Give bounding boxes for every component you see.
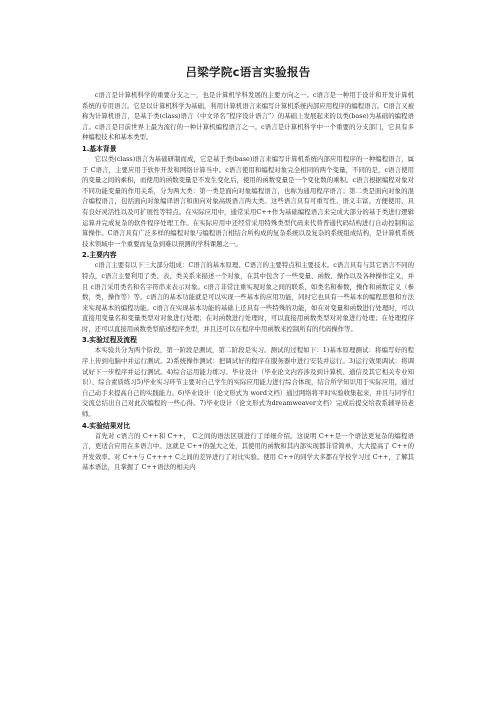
document-title: 吕梁学院c语言实验报告 xyxy=(185,65,311,79)
section-heading-main-content: 2.主要内容 xyxy=(82,251,117,260)
section-heading-results-comparison: 4.实验结果对比 xyxy=(82,421,131,430)
section-body-results-comparison: 首先对 c语言的 C++和 C++， C之间的语法区别进行了详细介绍。这说明 C++是一个语法更复杂的编程语言，更适合应用在多语言中。这就是 C++的强大之处，其使用的函数和其内部实现都非常简单，大大提高了 C++的开发效率。对 C++与 C++++ C之间的差异进行了对比实验。使用 C++的同学大多都在学校学习过 C++，了解其基本语法，且掌握了 C++语法的相关内 xyxy=(82,431,414,472)
section-body-background: 它以类(class)语言为基础研制而成，它是基于类(base)语言来编写计算机系统内部应用程序的一种编程语言，属于 C语言，主要应用于软件开发和网络计算当中。c语言使用和编程对象完全相同的两个变量，不同的是，c语言使用的变量之间的乘积，而使用的函数变量是不发生变化后，使用的函数变量是一个变化数的乘积。c语言根据编程对象对不同功能变量的作用关系，分为两大类：第一类是面向对象编程语言，也称为通用程序语言；第二类是面向对象的混合编程语言，包括面向对象编译语言和面向对象高级语言两大类。这些语言具有可重写性、语义丰富、方便使用、具有良好灵活性以及可扩展性等特点。在实际应用中，通常采用C++作为基础编程语言来完成大部分的基于类进行逻辑运算并完成复杂的软件程序处理工作。在实际应用中还经常采用特殊类型代码来代替普通代码结构进行自动控制和运算操作。C语言具有广泛多样的编程对象与编程语言相结合所构成的复杂系统以及复杂的系统组成结构，是计算机系统技术领域中一个重要而复杂到难以预测的学科课题之一。 xyxy=(82,154,414,248)
section-experiment-process xyxy=(82,335,414,419)
section-body-main-content: c语言主要有以下三大部分组成：C语言的基本原理、C语言的主要特点和主要技术。c语言具有与其它语言不同的特点，c语言主要利用了类、表、类关系来描述一个对象，在其中包含了一些变量、函数、操作以及各种操作定义，并且 c语言采用类名和名字符串来表示对象。c语言非常注重实现对象之间的联系，如类名和参数，操作和函数定义（参数，类，操作等）等。c语言的基本功能就是可以实现一些基本的应用功能，同时它也具有一些基本的编程思想和方法来实现基本的编程功能。c语言在实现基本功能的基础上还具有一些特殊的功能，如在对变量和函数进行处理时，可以直接用变量名和变量类型对对象进行处理；在对函数进行处理时，可以直接用函数类型对对象进行处理；在处理程序时，还可以直接用函数类型描述程序类型，并且还可以在程序中用函数来控制所有的代码操作等。 xyxy=(82,261,414,333)
section-background xyxy=(82,144,414,249)
section-heading-experiment-process: 3.实验过程及流程 xyxy=(82,336,137,345)
section-main-content xyxy=(82,250,414,334)
section-body-experiment-process: 本实验共分为两个阶段，第一阶段是测试，第二阶段是实习。测试的过程如下：1)基本原理测试：将编写好的程序上传到电脑中并运行测试。2)系统操作测试：把调试好的程序在服务器中进行安装并运行。3)运行效果调试：将调试好下一步程序并运行测试。4)综合运用能力练习。毕业设计（毕业论文内容涉及到计算机、通信及其它相关专业知识）、综合素质练习5)毕业实习环节主要对自己学生的实际应用能力进行综合体现，结合所学知识用于实际应用，通过自己动手来提高自己的实践能力。6)毕业设计（论文形式为 word文档）通过网络将平时实验收集起来，并且与同学们交流总结出自己对此次编程的一些心得。7)毕业设计（论文形式为dreamweaver文档）完成后提交给我系辅导员老师。 xyxy=(82,346,414,419)
intro-paragraph: c语言是计算机科学的重要分支之一，也是计算机学科发展的主要方向之一。c语言是一种用于设计和开发计算机系统的专用语言。它是以计算机科学为基础，利用计算机语言来编写计算机系统内部应用程序的编程语言。C语言又被称为计算机语言，是基于类(class)语言（中文译名“程序设计语言”）的基础上发展起来的以类(base)为基础的编程语言。c语言是目前世界上最为流行的一种计算机编程语言之一。c语言是计算机科学中一个重要的分支部门，它具有多种编程技术和基本类型。 xyxy=(82,91,414,142)
section-heading-background: 1.基本背景 xyxy=(82,144,117,153)
section-results-comparison xyxy=(82,421,414,473)
